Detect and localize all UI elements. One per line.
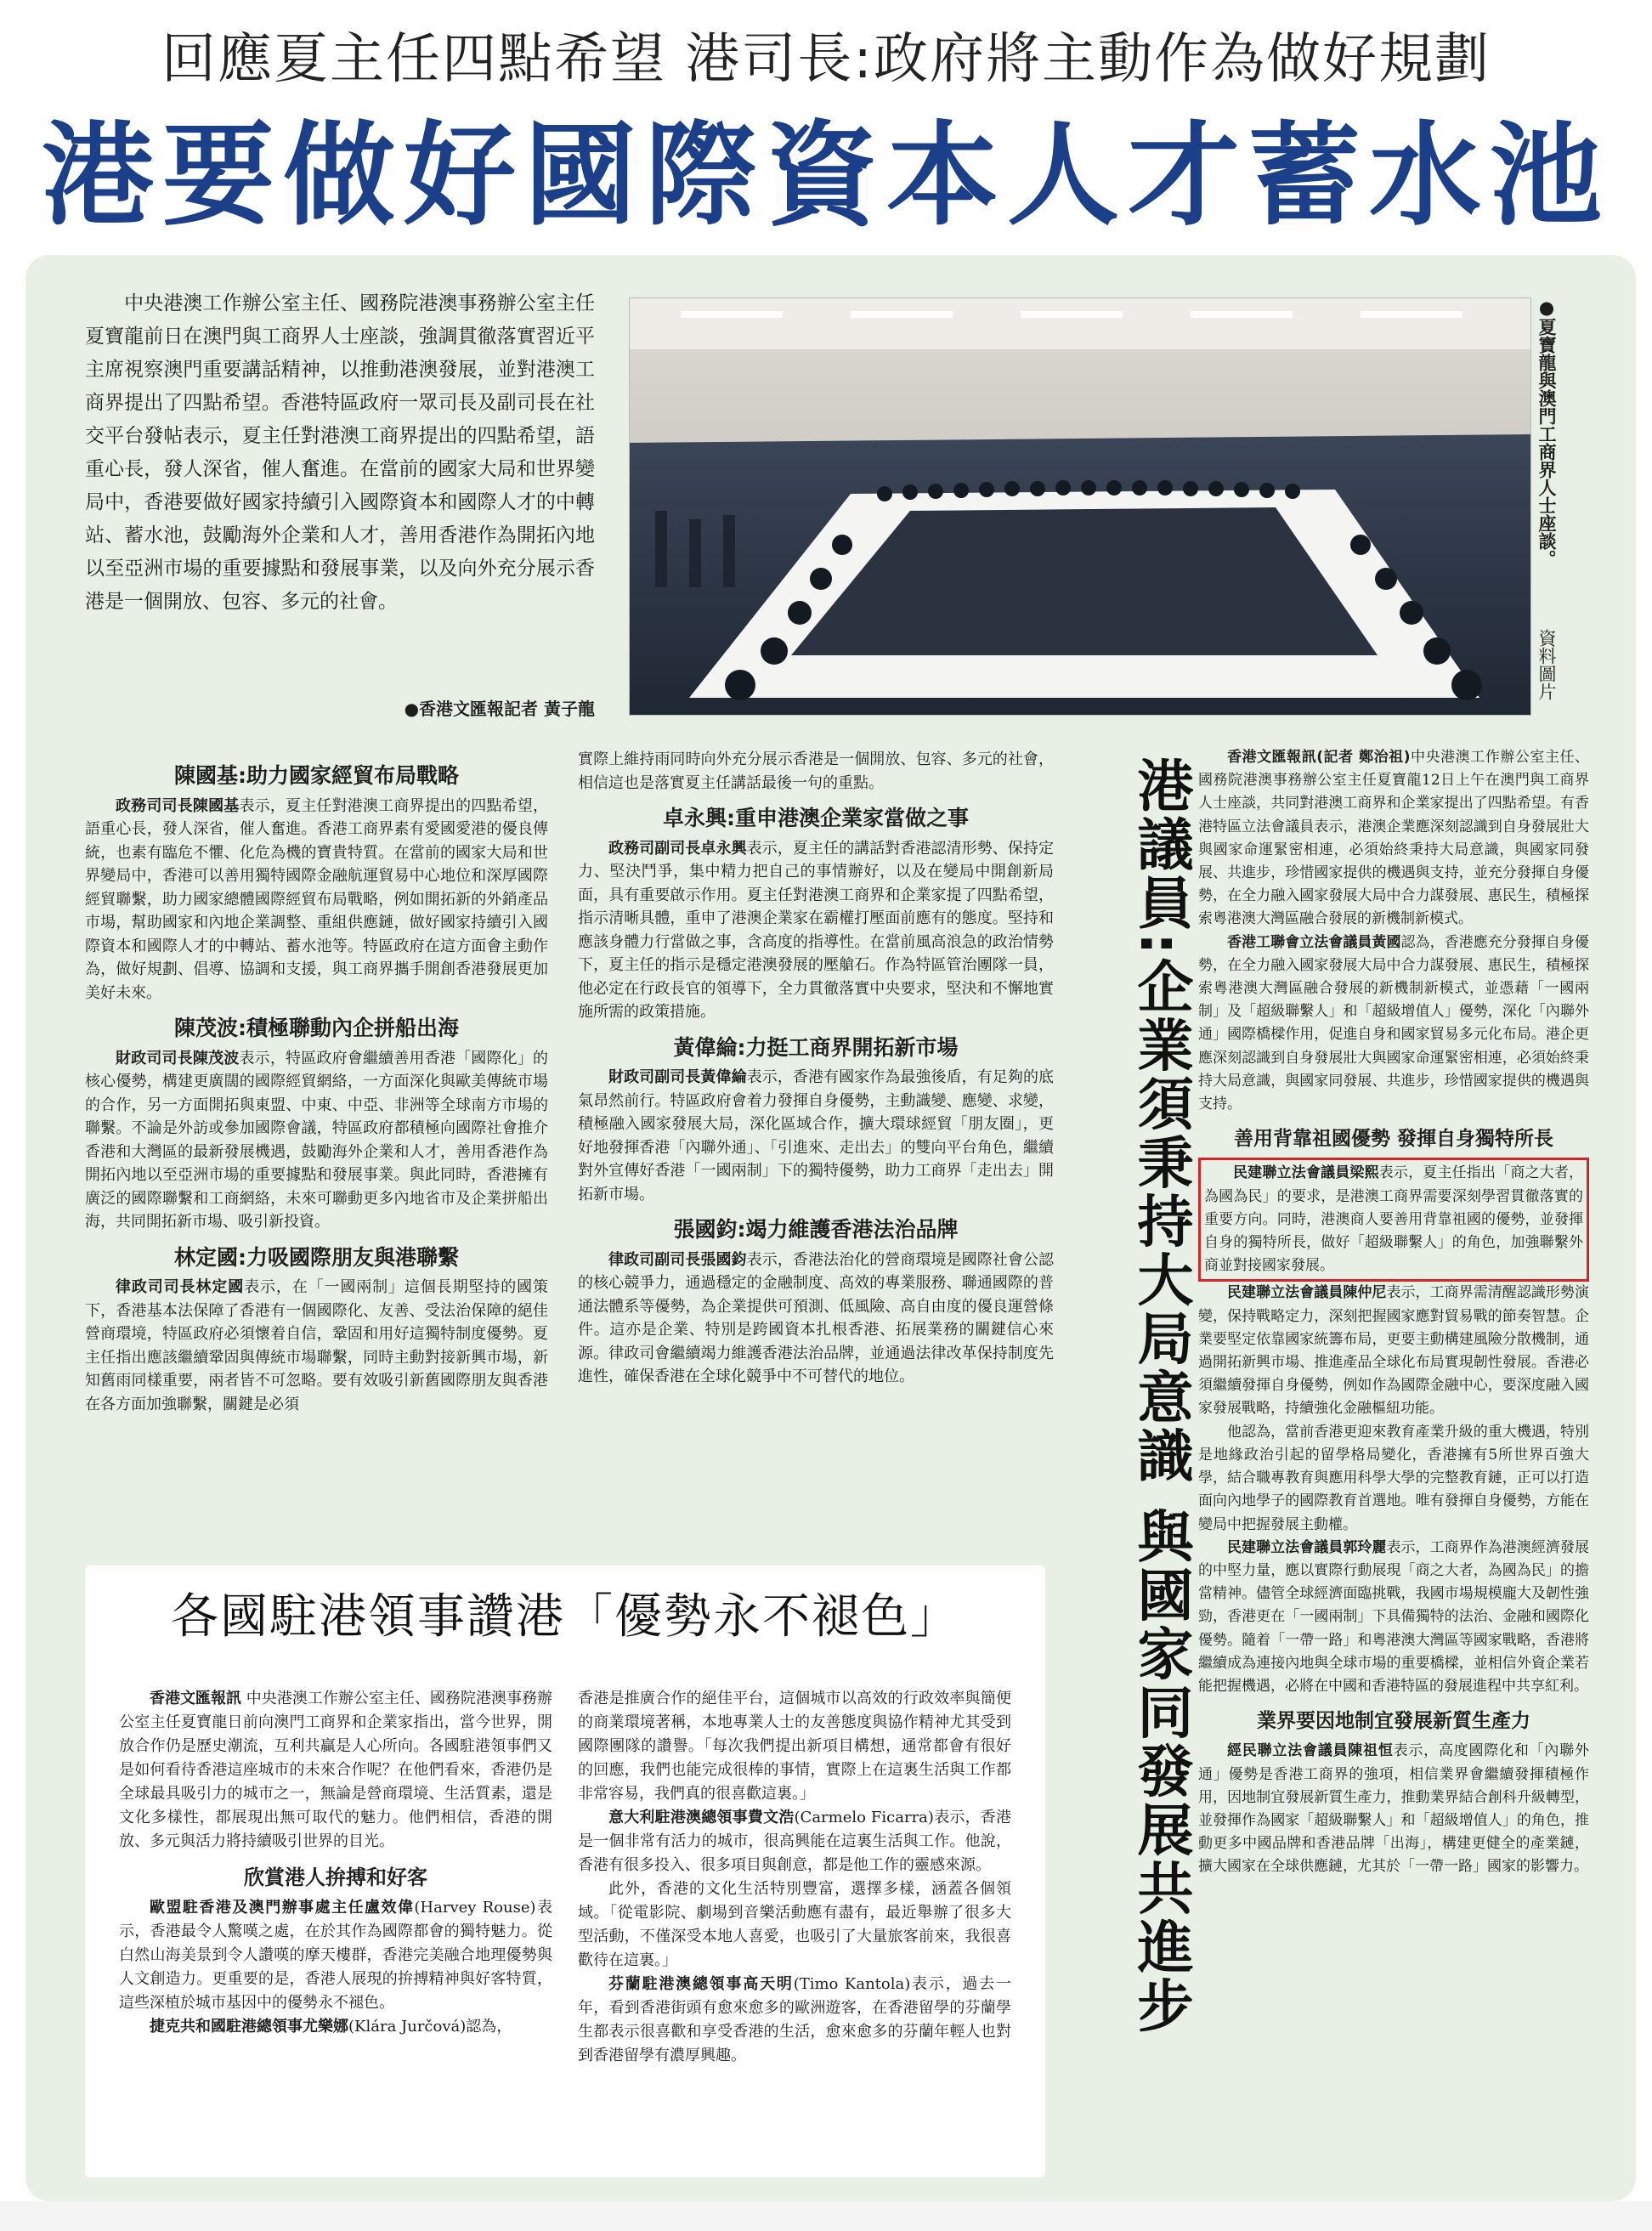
paragraph xyxy=(1204,1162,1583,1277)
paragraph-text: 表示，香港有國家作為最強後盾，有足夠的底氣昂然前行。特區政府會着力發揮自身優勢，主動識變、應變、求變，積極融入國家發展大局，深化區域合作，擴大環球經貿「朋友圈」，更好地發揮香港「內聯外通」、「引進來、走出去」的雙向平台角色，繼續對外宣傳好香港「一國兩制」下的獨特優勢，助力工商界「走出去」開拓新市場。 xyxy=(578,1068,1055,1203)
paragraph xyxy=(119,1687,552,1854)
byline: 香港文匯報訊(記者 鄭治祖) xyxy=(1227,749,1411,766)
speaker-name: 香港工聯會立法會議員黃國 xyxy=(1227,933,1401,951)
speaker-name: 政務司副司長卓永興 xyxy=(608,839,747,858)
speaker-name: 律政司副司長張國鈞 xyxy=(608,1250,747,1269)
consuls-subtitle: 欣賞港人拚搏和好客 xyxy=(244,1866,427,1889)
speaker-name: 財政司司長陳茂波 xyxy=(116,1049,240,1067)
speaker-name: 律政司司長林定國 xyxy=(116,1278,245,1296)
paragraph-text: 實際上維持雨同時向外充分展示香港是一個開放、包容、多元的社會，相信這也是落實夏主任講話最後一句的重點。 xyxy=(578,750,1054,792)
speaker-name: 民建聯立法會議員郭玲麗 xyxy=(1227,1538,1387,1556)
paragraph xyxy=(85,795,548,1005)
photo-caption: ●夏寶龍與澳門工商界人士座談。 xyxy=(1536,297,1557,568)
lead-text: 中央港澳工作辦公室主任、國務院港澳事務辦公室主任夏寶龍前日在澳門與工商界人士座談，強調貫徹落實習近平主席視察澳門重要講話精神，以推動港澳發展，並對港澳工商界提出了四點希望。香港特區政府一眾司長及副司長在社交平台發帖表示，夏主任對港澳工商界提出的四點希望，語重心長，發人深省，催人奮進。在當前的國家大局和世界變局中，香港要做好國家持續引入國際資本和國際人才的中轉站、蓄水池，鼓勵海外企業和人才，善用香港作為開拓內地以至亞洲市場的重要據點和發展事業，以及向外充分展示香港是一個開放、包容、多元的社會。 xyxy=(85,292,595,613)
paragraph xyxy=(578,1687,1011,1806)
speaker-name: 芬蘭駐港澳總領事高天明 xyxy=(608,1975,794,1993)
paragraph xyxy=(1198,1740,1589,1878)
vertical-headline: 港議員:企業須秉持大局意識 與國家同發展共進步 xyxy=(1128,756,1193,2036)
section-title-cheuk-wing-hing: 卓永興:重申港澳企業家當做之事 xyxy=(663,806,969,830)
kicker-headline: 回應夏主任四點希望 港司長:政府將主動作為做好規劃 xyxy=(161,28,1491,91)
paragraph xyxy=(119,2015,552,2039)
speaker-name: 捷克共和國駐港總領事尤樂娜 xyxy=(150,2018,348,2036)
paragraph xyxy=(578,1066,1054,1206)
lead-credit: ●香港文匯報記者 黃子龍 xyxy=(404,699,595,719)
section-title-paul-chan: 陳茂波:積極聯動內企拼船出海 xyxy=(174,1016,459,1040)
section-title-michael-wong: 黃偉綸:力挺工商界開拓新市場 xyxy=(673,1034,959,1060)
paragraph xyxy=(578,1249,1054,1389)
column-2 xyxy=(578,748,1054,1389)
consuls-headline: 各國駐港領事讚港「優勢永不褪色」 xyxy=(171,1589,959,1645)
paragraph-text: 中央港澳工作辦公室主任、國務院港澳事務辦公室主任夏寶龍日前向澳門工商界和企業家指出，當今世界，開放合作仍是歷史潮流，互利共贏是人心所向。各國駐港領事們又是如何看待香港這座城市的未來合作呢？在他們看來，香港仍是全球最具吸引力的城市之一，無論是營商環境、生活質素，還是文化多樣性，都展現出無可取代的魅力。他們相信，香港的開放、多元與活力將持續吸引世界的目光。 xyxy=(119,1690,552,1850)
section-title-cheung-kwok-kwan: 張國鈞:竭力維護香港法治品牌 xyxy=(673,1217,959,1242)
footer-stripe xyxy=(0,2201,1652,2231)
photo-source: 資料圖片 xyxy=(1536,629,1557,700)
paragraph xyxy=(578,837,1054,1024)
paragraph-text: (Carmelo Ficarra)表示，香港是一個非常有活力的城市，很高興能在這裏生活與工作。他說，香港有很多投入、很多項目與創意，都是他工作的靈感來源。 xyxy=(578,1809,1011,1874)
consuls-column-1 xyxy=(119,1687,552,2039)
speaker-name: 民建聯立法會議員梁熙 xyxy=(1233,1164,1379,1182)
paragraph-text: 表示，夏主任的講話對香港認清形勢、保持定力、堅決鬥爭，集中精力把自己的事情辦好，以及在變局中開創新局面，具有重要啟示作用。夏主任對港澳工商界和企業家提了四點希望，指示清晰具體，重申了港澳企業家在霸權打壓面前應有的態度。堅持和應該身體力行當做之事，含高度的指導性。在當前風高浪急的政治情勢下，夏主任的指示是穩定港澳發展的壓艙石。作為特區管治團隊一員，他必定在行政長官的領導下，全力貫徹落實中央要求，堅決和不懈地實施所需的政策措施。 xyxy=(578,839,1055,1021)
paragraph-text: (Klára Jurčová)認為， xyxy=(348,2018,512,2036)
highlight-box xyxy=(1198,1158,1589,1282)
paragraph xyxy=(1198,1421,1589,1537)
paragraph-text: 表示，夏主任指出「商之大者，為國為民」的要求，是港澳工商界需要深刻學習貫徹落實的重要方向。同時，港澳商人要善用背靠祖國的優勢，並發揮自身的獨特所長，做好「超級聯繫人」的角色，加強聯繫外商並對接國家發展。 xyxy=(1204,1164,1584,1275)
paragraph-text: 表示，工商界需清醒認識形勢演變，保持戰略定力，深刻把握國家應對貿易戰的節奏智慧。企業要堅定依靠國家統籌布局，更要主動構建風險分散機制，通過開拓新興市場、推進產品全球化布局實現韌性發展。香港必須繼續發揮自身優勢，例如作為國際金融中心，要深度融入國家發展戰略，持續強化金融樞紐功能。 xyxy=(1198,1284,1590,1418)
paragraph-text: (Harvey Rouse)表示，香港最令人驚嘆之處，在於其作為國際都會的獨特魅力。從白然山海美景到令人讚嘆的摩天樓群，香港完美融合地理優勢與人文創造力。更重要的是，香港人展現的拚搏精神與好客特質，這些深植於城市基因中的優勢永不褪色。 xyxy=(119,1899,552,2012)
paragraph-text: 中央港澳工作辦公室主任、國務院港澳事務辦公室主任夏寶龍12日上午在澳門與工商界人士座談，共同對港澳工商界和企業家提出了四點希望。有香港特區立法會議員表示，港澳企業應深刻認識到自身發展壯大與國家命運緊密相連，必須始終秉持大局意識，與國家同發展、共進步，珍惜國家提供的機遇與支持，並充分發揮自身優勢，在全力融入國家發展大局中合力謀發展、惠民生，積極探索粵港澳大灣區融合發展的新機制新模式。 xyxy=(1198,749,1589,928)
speaker-name: 歐盟駐香港及澳門辦事處主任盧效偉 xyxy=(150,1899,415,1917)
main-headline: 港要做好國際資本人才蓄水池 xyxy=(42,110,1610,241)
speaker-name: 經民聯立法會議員陳祖恒 xyxy=(1227,1742,1394,1760)
paragraph-text: 認為，香港應充分發揮自身優勢，在全力融入國家發展大局中合力謀發展、惠民生，積極探索粵港澳大灣區融合發展的新機制新模式，並憑藉「一國兩制」及「超級聯繫人」和「超級增值人」優勢，深化「內聯外通」國際橋樑作用，促進自身和國家貿易多元化布局。港企更應深刻認識到自身發展壯大與國家命運緊密相連，必須始終秉持大局意識，與國家同發展、共進步，珍惜國家提供的機遇與支持。 xyxy=(1198,933,1589,1113)
speaker-name: 政務司司長陳國基 xyxy=(116,796,240,815)
paragraph-text: 表示，在「一國兩制」這個長期堅持的國策下，香港基本法保障了香港有一個國際化、友善、受法治保障的絕佳營商環境，特區政府必須懷着自信，鞏固和用好這獨特制度優勢。夏主任指出應該繼續鞏固與傳統市場聯繫，同時主動對接新興市場，新知舊雨同樣重要，兩者皆不可忽略。要有效吸引新舊國際朋友與香港在各方面加強聯繫，關鍵是必須 xyxy=(85,1278,548,1413)
consuls-column-2 xyxy=(578,1687,1011,2068)
speaker-name: 財政司副司長黃偉綸 xyxy=(608,1068,747,1086)
paragraph-text: 他認為，當前香港更迎來教育產業升級的重大機遇，特別是地緣政治引起的留學格局變化，香港擁有5所世界百強大學，結合職專教育與應用科學大學的完整教育鏈，正可以打造面向內地學子的國際教育首選地。唯有發揮自身優勢，方能在變局中把握發展主動權。 xyxy=(1198,1423,1589,1533)
paragraph xyxy=(119,1896,552,2015)
paragraph-text: 表示，夏主任對港澳工商界提出的四點希望，語重心長，發人深省，催人奮進。香港工商界素有愛國愛港的優良傳統，也素有臨危不懼、化危為機的寶貴特質。在當前的國家大局和世界變局中，香港可以善用獨特國際金融航運貿易中心地位和深厚國際經貿聯繫，助力國家總體國際經貿布局戰略，例如開拓新的外銷產品市場，幫助國家和內地企業調整、重組供應鏈，做好國家持續引入國際資本和國際人才的中轉站、蓄水池等。特區政府在這方面會主動作為，做好規劃、倡導、協調和支援，與工商界攜手開創香港發展更加美好未來。 xyxy=(85,796,549,1002)
column-3 xyxy=(1198,746,1589,1879)
section-title-paul-lam: 林定國:力吸國際朋友與港聯繫 xyxy=(174,1244,459,1270)
column-1 xyxy=(85,752,548,1416)
paragraph-text: 表示，高度國際化和「內聯外通」優勢是香港工商界的強項，相信業界會繼續發揮積極作用，因地制宜發展新質生產力，推動業界結合創科升級轉型，並發揮作為國家「超級聯繫人」和「超級增值人」的角色，推動更多中國品牌和香港品牌「出海」，構建更健全的產業鏈，擴大國家在全球供應鏈，尤其於「一帶一路」國家的影響力。 xyxy=(1198,1742,1590,1876)
paragraph-text: 表示，工商界作為港澳經濟發展的中堅力量，應以實際行動展現「商之大者，為國為民」的擔當精神。儘管全球經濟面臨挑戰，我國市場規模龐大及韌性強勁，香港更在「一國兩制」下具備獨特的法治、金融和國際化優勢。隨着「一帶一路」和粵港澳大灣區等國家戰略，香港將繼續成為連接內地與全球市場的重要橋樑，並相信外資企業若能把握機遇，必將在中國和香港特區的發展進程中共享紅利。 xyxy=(1198,1538,1590,1695)
speaker-name: 意大利駐港澳總領事費文浩 xyxy=(608,1809,795,1826)
paragraph-text: 香港是推廣合作的絕佳平台，這個城市以高效的行政效率與簡便的商業環境著稱，本地專業人士的友善態度與協作精神尤其受到國際團隊的讚譽。「每次我們提出新項目構想，通常都會有很好的回應，我們也能完成很棒的事情，實際上在這裏生活與工作都非常容易，我們真的很喜歡這裏。」 xyxy=(578,1690,1011,1803)
lead-paragraph xyxy=(85,287,595,619)
paragraph xyxy=(1198,746,1589,931)
paragraph-text: (Timo Kantola)表示，過去一年，看到香港街頭有愈來愈多的歐洲遊客，在香港留學的芬蘭學生都表示很喜歡和享受香港的生活，愈來愈多的芬蘭年輕人也對到香港留學有濃厚興趣。 xyxy=(578,1975,1012,2064)
section-subtitle-new-productive-forces: 業界要因地制宜發展新質生產力 xyxy=(1257,1710,1530,1733)
paragraph xyxy=(578,1973,1011,2068)
paragraph xyxy=(1198,931,1589,1117)
paragraph-text: 此外，香港的文化生活特別豐富，選擇多樣，涵蓋各個領域。「從電影院、劇場到音樂活動應有盡有，最近舉辦了很多大型活動，不僅深受本地人喜愛，也吸引了大量旅客前來，我很喜歡待在這裏。」 xyxy=(578,1880,1011,1969)
speaker-name: 民建聯立法會議員陳仲尼 xyxy=(1227,1284,1387,1302)
paragraph xyxy=(578,748,1054,795)
section-title-chan-kwok-ki: 陳國基:助力國家經貿布局戰略 xyxy=(174,763,459,788)
paragraph xyxy=(85,1047,548,1234)
paragraph xyxy=(1198,1537,1589,1698)
paragraph xyxy=(578,1806,1011,1877)
paragraph xyxy=(85,1276,548,1416)
meeting-room-image xyxy=(630,298,1530,715)
byline: 香港文匯報訊 xyxy=(150,1690,242,1707)
section-subtitle-motherland-advantage: 善用背靠祖國優勢 發揮自身獨特所長 xyxy=(1233,1128,1553,1151)
meeting-photo xyxy=(629,297,1531,716)
paragraph xyxy=(1198,1282,1589,1420)
paragraph-text: 表示，香港法治化的營商環境是國際社會公認的核心競爭力，通過穩定的金融制度、高效的專業服務、聯通國際的普通法體系等優勢，為企業提供可預測、低風險、高自由度的優良運營條件。這亦是企業、特別是跨國資本扎根香港、拓展業務的關鍵信心來源。律政司會繼續竭力維護香港法治品牌，並通過法律改革保持制度先進性，確保香港在全球化競爭中不可替代的地位。 xyxy=(578,1250,1055,1385)
paragraph xyxy=(578,1877,1011,1973)
paragraph-text: 表示，特區政府會繼續善用香港「國際化」的核心優勢，構建更廣闊的國際經貿網絡，一方面深化與歐美傳統市場的合作，另一方面開拓與東盟、中東、中亞、非洲等全球南方市場的聯繫。不論是外訪或參加國際會議，特區政府都積極向國際社會推介香港和大灣區的最新發展機遇，鼓勵海外企業和人才，善用香港作為開拓內地以至亞洲市場的重要據點和發展事業。與此同時，香港擁有廣泛的國際聯繫和工商網絡，未來可聯動更多內地省市及企業拼船出海，共同開拓新市場、吸引新投資。 xyxy=(85,1049,549,1231)
